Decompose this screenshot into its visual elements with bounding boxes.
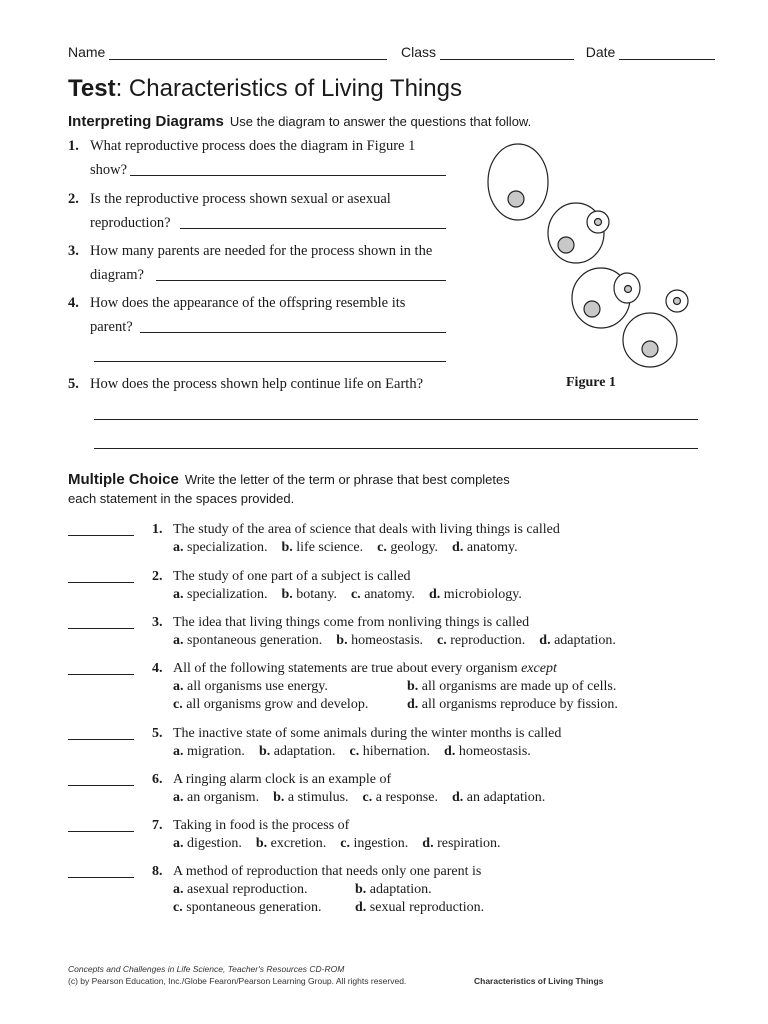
option-letter: c. xyxy=(437,633,447,648)
section-interpreting-diagrams-heading xyxy=(68,113,531,130)
nucleus-offspring-small xyxy=(674,298,681,305)
option-text: adaptation. xyxy=(273,744,336,759)
question-number: 1. xyxy=(68,138,79,154)
option-letter: d. xyxy=(407,697,419,712)
option-letter: a. xyxy=(173,587,184,602)
option-text: homeostasis. xyxy=(351,633,424,648)
answer-line[interactable] xyxy=(140,331,446,333)
option-a xyxy=(173,743,245,761)
mc-item xyxy=(68,614,708,652)
option-a xyxy=(173,835,242,853)
option-d xyxy=(452,789,545,807)
option-letter: b. xyxy=(407,679,419,694)
mc-item xyxy=(68,660,708,716)
option-text: reproduction. xyxy=(450,633,526,648)
option-a xyxy=(173,539,267,557)
option-letter: a. xyxy=(173,790,184,805)
options-row xyxy=(173,539,532,557)
option-text: digestion. xyxy=(187,836,242,851)
option-c xyxy=(173,696,393,714)
option-b xyxy=(259,743,336,761)
mc-number: 6. xyxy=(152,772,163,787)
answer-line[interactable] xyxy=(156,279,446,281)
section1-instruction: Use the diagram to answer the questions that follow. xyxy=(229,114,532,129)
nucleus-stage-3 xyxy=(584,301,600,317)
option-text: a stimulus. xyxy=(287,790,349,805)
figure-caption: Figure 1 xyxy=(566,375,616,390)
option-text: migration. xyxy=(187,744,245,759)
offspring-cell-large xyxy=(623,313,677,367)
footer-chapter: Characteristics of Living Things xyxy=(474,976,604,986)
option-b xyxy=(256,835,326,853)
mc-stem-italic: except xyxy=(521,661,557,676)
option-letter: b. xyxy=(273,790,285,805)
answer-blank[interactable] xyxy=(68,628,134,629)
answer-blank[interactable] xyxy=(68,582,134,583)
mc-number: 4. xyxy=(152,661,163,676)
option-d xyxy=(355,899,484,917)
mc-stem xyxy=(173,568,411,586)
mc-item xyxy=(68,568,708,606)
mc-number: 7. xyxy=(152,818,163,833)
option-b xyxy=(281,539,363,557)
option-letter: a. xyxy=(173,540,184,555)
question-number: 2. xyxy=(68,191,79,207)
option-c xyxy=(350,743,430,761)
option-c xyxy=(340,835,408,853)
option-c xyxy=(363,789,438,807)
option-letter: d. xyxy=(429,587,441,602)
date-label: Date xyxy=(585,44,616,60)
option-letter: c. xyxy=(362,790,373,805)
mc-stem xyxy=(173,614,529,632)
option-text: botany. xyxy=(296,587,337,602)
options-row-1 xyxy=(173,881,446,899)
name-label: Name xyxy=(68,44,106,60)
option-text: sexual reproduction. xyxy=(369,900,485,915)
option-letter: a. xyxy=(173,679,184,694)
option-c xyxy=(173,899,341,917)
mc-item xyxy=(68,521,708,559)
mc-number: 8. xyxy=(152,864,163,879)
section2-heading-text: Multiple Choice xyxy=(68,471,179,488)
answer-line-q5-1[interactable] xyxy=(94,418,698,420)
option-letter: b. xyxy=(336,633,348,648)
footer-source: Concepts and Challenges in Life Science, Teacher's Resources CD-ROM xyxy=(68,964,345,974)
option-letter: d. xyxy=(539,633,551,648)
option-letter: d. xyxy=(451,790,464,805)
mc-stem-text: A method of reproduction that needs only one parent is xyxy=(173,864,482,879)
mc-number: 1. xyxy=(152,522,163,537)
option-text: specialization. xyxy=(187,587,268,602)
options-row xyxy=(173,835,514,853)
options-row-2 xyxy=(173,899,498,917)
answer-blank[interactable] xyxy=(68,785,134,786)
answer-blank[interactable] xyxy=(68,877,134,878)
diagram-question-2 xyxy=(68,187,458,235)
option-letter: c. xyxy=(340,836,350,851)
mc-item xyxy=(68,863,708,919)
options-row xyxy=(173,743,545,761)
answer-blank[interactable] xyxy=(68,535,134,536)
option-text: hibernation. xyxy=(362,744,431,759)
mc-stem xyxy=(173,771,391,789)
option-d xyxy=(539,632,616,650)
question-number: 3. xyxy=(68,243,79,259)
option-b xyxy=(355,881,432,899)
section2-instruction-line2: each statement in the spaces provided. xyxy=(68,491,295,506)
option-text: spontaneous generation. xyxy=(186,900,322,915)
nucleus-offspring-large xyxy=(642,341,658,357)
option-text: all organisms use energy. xyxy=(187,679,328,694)
option-letter: a. xyxy=(173,744,184,759)
header-row xyxy=(68,44,715,60)
options-row xyxy=(173,789,559,807)
diagram-question-4 xyxy=(68,291,458,339)
option-text: anatomy. xyxy=(466,540,518,555)
option-c xyxy=(377,539,438,557)
options-row-2 xyxy=(173,696,632,714)
option-a xyxy=(173,632,322,650)
option-a xyxy=(173,678,393,696)
options-row xyxy=(173,632,630,650)
option-letter: b. xyxy=(281,587,293,602)
option-letter: b. xyxy=(281,540,293,555)
option-text: life science. xyxy=(296,540,364,555)
option-text: spontaneous generation. xyxy=(187,633,323,648)
options-row xyxy=(173,586,536,604)
option-letter: d. xyxy=(422,836,434,851)
option-letter: d. xyxy=(355,900,367,915)
option-letter: c. xyxy=(173,697,183,712)
mc-stem-text: All of the following statements are true about every organism xyxy=(173,661,518,676)
nucleus-stage-1 xyxy=(508,191,524,207)
answer-blank[interactable] xyxy=(68,831,134,832)
option-letter: d. xyxy=(444,744,456,759)
question-text: How does the appearance of the offspring resemble its xyxy=(90,295,406,311)
title-bold: Test xyxy=(68,75,116,102)
option-text: anatomy. xyxy=(364,587,415,602)
option-b xyxy=(336,632,423,650)
answer-line[interactable] xyxy=(130,174,446,176)
option-b xyxy=(407,678,616,696)
option-text: microbiology. xyxy=(443,587,522,602)
answer-line-q4-extra[interactable] xyxy=(94,360,446,362)
question-text-cont: parent? xyxy=(90,319,133,335)
section-multiple-choice-heading xyxy=(68,471,510,488)
option-text: all organisms are made up of cells. xyxy=(421,679,617,694)
option-text: a response. xyxy=(375,790,438,805)
question-text: Is the reproductive process shown sexual or asexual xyxy=(90,191,391,207)
option-d xyxy=(407,696,618,714)
date-field[interactable] xyxy=(619,45,715,60)
class-field[interactable] xyxy=(440,45,574,60)
mc-stem-text: The study of one part of a subject is called xyxy=(173,569,411,584)
question-text-cont: reproduction? xyxy=(90,215,171,231)
option-text: homeostasis. xyxy=(458,744,531,759)
diagram-question-1 xyxy=(68,134,458,182)
class-label: Class xyxy=(401,44,437,60)
question-text: How does the process shown help continue life on Earth? xyxy=(90,376,424,392)
option-text: ingestion. xyxy=(353,836,409,851)
mc-item xyxy=(68,771,708,809)
figure-1-budding-diagram xyxy=(470,130,710,380)
bud-nucleus-stage-3 xyxy=(625,286,632,293)
option-text: an adaptation. xyxy=(466,790,546,805)
option-letter: c. xyxy=(350,587,361,602)
option-a xyxy=(173,586,267,604)
option-b xyxy=(281,586,337,604)
option-c xyxy=(437,632,525,650)
option-letter: a. xyxy=(173,882,184,897)
parent-cell-stage-1 xyxy=(488,144,548,220)
option-b xyxy=(273,789,348,807)
option-letter: a. xyxy=(173,836,184,851)
mc-number: 5. xyxy=(152,726,163,741)
option-text: specialization. xyxy=(187,540,268,555)
option-text: asexual reproduction. xyxy=(187,882,308,897)
option-text: adaptation. xyxy=(369,882,432,897)
question-text: What reproductive process does the diagram in Figure 1 xyxy=(90,138,416,154)
diagram-question-3 xyxy=(68,239,458,287)
question-number: 4. xyxy=(68,295,79,311)
footer-copyright: (c) by Pearson Education, Inc./Globe Fearon/Pearson Learning Group. All rights reserved. xyxy=(68,976,407,986)
option-letter: b. xyxy=(255,836,268,851)
option-d xyxy=(452,539,518,557)
option-text: adaptation. xyxy=(554,633,616,648)
option-text: an organism. xyxy=(187,790,260,805)
mc-stem-text: The study of the area of science that deals with living things is called xyxy=(173,522,560,537)
option-a xyxy=(173,881,341,899)
answer-line[interactable] xyxy=(180,227,446,229)
option-text: excretion. xyxy=(270,836,327,851)
mc-stem xyxy=(173,660,557,678)
answer-blank[interactable] xyxy=(68,674,134,675)
section2-instruction-line1: Write the letter of the term or phrase that best completes xyxy=(184,472,510,487)
option-a xyxy=(173,789,259,807)
mc-stem xyxy=(173,817,349,835)
nucleus-stage-2 xyxy=(558,237,574,253)
diagram-question-5 xyxy=(68,372,488,396)
mc-stem xyxy=(173,863,481,881)
option-letter: c. xyxy=(173,900,183,915)
mc-stem-text: A ringing alarm clock is an example of xyxy=(173,772,392,787)
mc-item xyxy=(68,725,708,763)
option-letter: c. xyxy=(377,540,387,555)
option-text: geology. xyxy=(390,540,439,555)
options-row-1 xyxy=(173,678,630,696)
mc-item xyxy=(68,817,708,855)
question-text-cont: diagram? xyxy=(90,267,144,283)
option-c xyxy=(351,586,415,604)
answer-line-q5-2[interactable] xyxy=(94,447,698,449)
option-d xyxy=(422,835,500,853)
option-d xyxy=(429,586,522,604)
mc-stem xyxy=(173,725,561,743)
mc-stem-text: The idea that living things come from nonliving things is called xyxy=(173,615,530,630)
option-letter: b. xyxy=(355,882,367,897)
page-title xyxy=(68,75,462,103)
question-number: 5. xyxy=(68,376,79,392)
option-text: all organisms reproduce by fission. xyxy=(421,697,618,712)
mc-stem xyxy=(173,521,560,539)
option-letter: c. xyxy=(349,744,360,759)
option-text: respiration. xyxy=(437,836,501,851)
option-text: all organisms grow and develop. xyxy=(186,697,369,712)
mc-number: 3. xyxy=(152,615,163,630)
bud-nucleus-stage-2 xyxy=(595,219,602,226)
section1-heading-text: Interpreting Diagrams xyxy=(68,113,224,130)
option-d xyxy=(444,743,531,761)
question-text: How many parents are needed for the process shown in the xyxy=(90,243,433,259)
title-rest: : Characteristics of Living Things xyxy=(115,75,462,102)
name-field[interactable] xyxy=(109,45,387,60)
mc-stem-text: The inactive state of some animals during the winter months is called xyxy=(173,726,562,741)
option-letter: a. xyxy=(173,633,184,648)
option-letter: b. xyxy=(258,744,271,759)
mc-stem-text: Taking in food is the process of xyxy=(173,818,350,833)
mc-number: 2. xyxy=(152,569,163,584)
option-letter: d. xyxy=(452,540,464,555)
answer-blank[interactable] xyxy=(68,739,134,740)
question-text-cont: show? xyxy=(90,162,128,178)
